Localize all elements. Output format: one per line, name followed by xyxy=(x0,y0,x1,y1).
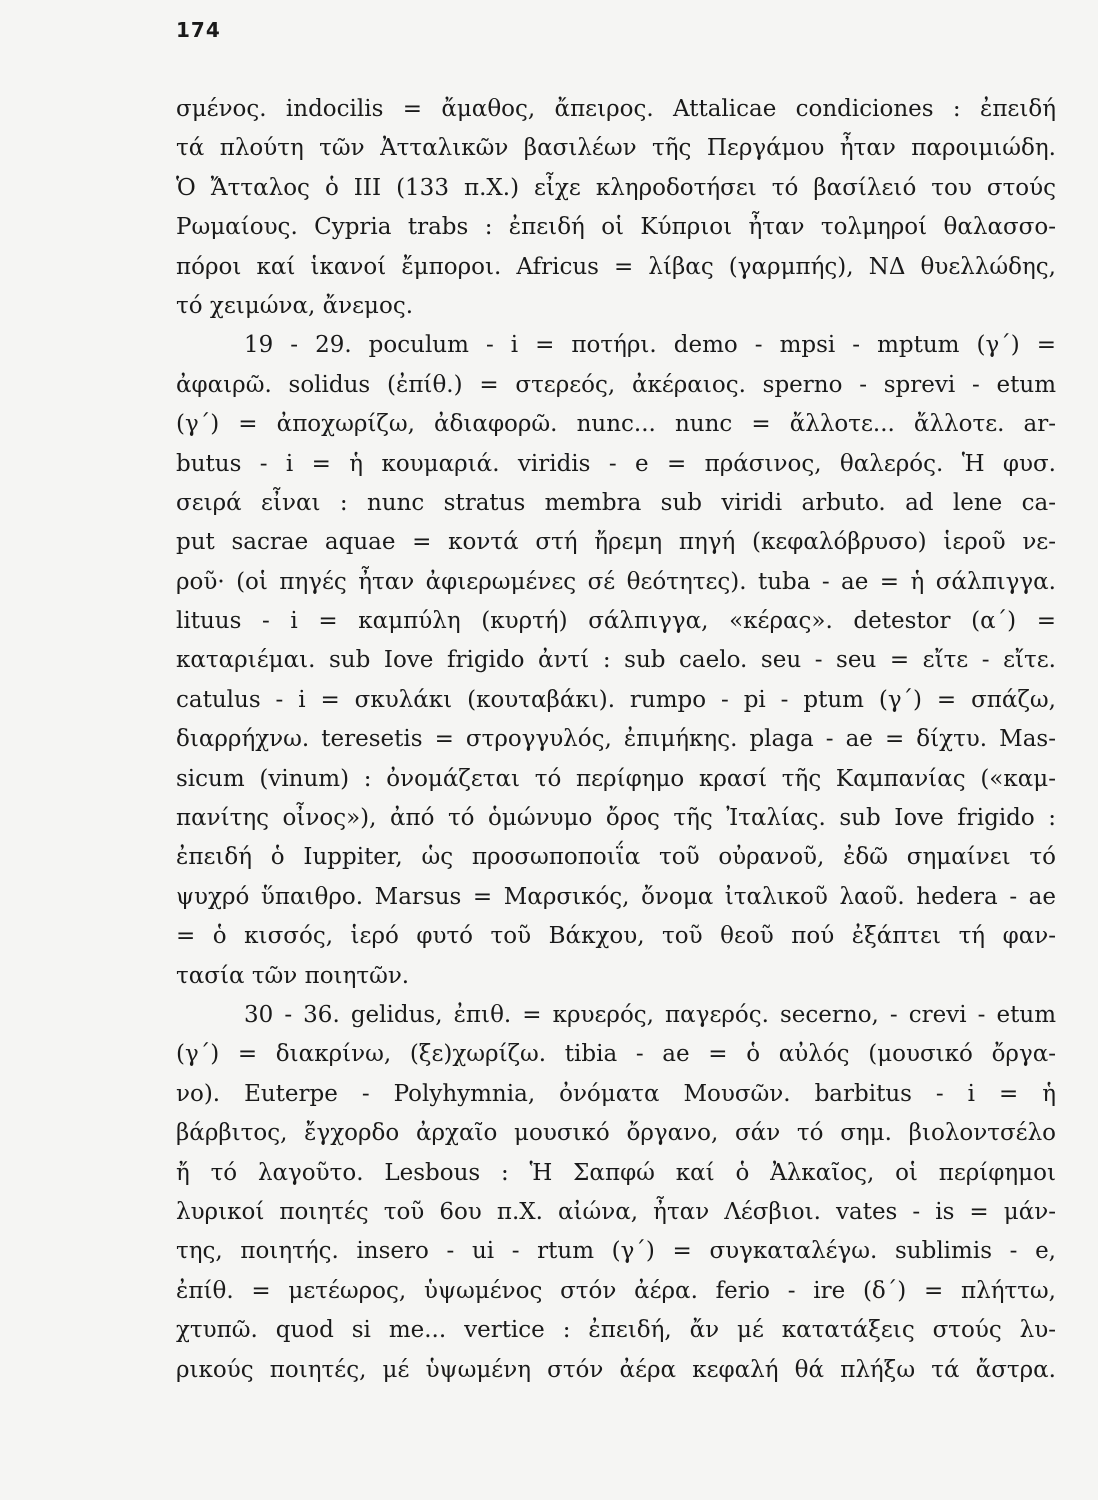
text-line: ρικούς ποιητές, μέ ὑψωμένη στόν ἀέρα κεφαλή θά πλήξω τά ἄστρα. xyxy=(176,1356,1056,1383)
text-line: ἀφαιρῶ. solidus (ἐπίθ.) = στερεός, ἀκέραιος. sperno - sprevi - etum xyxy=(176,371,1056,398)
page-number: 174 xyxy=(176,18,221,42)
text-line: της, ποιητής. insero - ui - rtum (γ΄) = συγκαταλέγω. sublimis - e, xyxy=(176,1238,1056,1265)
text-line: ψυχρό ὕπαιθρο. Marsus = Μαρσικός, ὄνομα ἰταλικοῦ λαοῦ. hedera - ae xyxy=(176,883,1056,910)
text-line: βάρβιτος, ἔγχορδο ἀρχαῖο μουσικό ὄργανο, σάν τό σημ. βιολοντσέλο xyxy=(176,1120,1056,1147)
text-line: λυρικοί ποιητές τοῦ 6ου π.Χ. αἰώνα, ἦταν Λέσβιοι. vates - is = μάν- xyxy=(176,1198,1056,1225)
text-line: = ὁ κισσός, ἱερό φυτό τοῦ Βάκχου, τοῦ θεοῦ πού ἐξάπτει τή φαν- xyxy=(176,923,1056,950)
text-line: πόροι καί ἱκανοί ἔμποροι. Africus = λίβας (γαρμπής), ΝΔ θυελλώδης, xyxy=(176,253,1056,280)
text-line: πανίτης οἶνος»), ἀπό τό ὁμώνυμο ὄρος τῆς Ἰταλίας. sub Iove frigido : xyxy=(176,805,1056,832)
text-line: τά πλούτη τῶν Ἀτταλικῶν βασιλέων τῆς Περγάμου ἦταν παροιμιώδη. xyxy=(176,135,1056,162)
commentary-text xyxy=(176,90,1056,1390)
text-line: put sacrae aquae = κοντά στή ἤρεμη πηγή (κεφαλόβρυσο) ἱεροῦ νε- xyxy=(176,529,1056,556)
text-line: lituus - i = καμπύλη (κυρτή) σάλπιγγα, «κέρας». detestor (α΄) = xyxy=(176,608,1056,635)
text-line: ἤ τό λαγοῦτο. Lesbous : Ἡ Σαπφώ καί ὁ Ἀλκαῖος, οἱ περίφημοι xyxy=(176,1159,1056,1186)
text-line: sicum (vinum) : ὀνομάζεται τό περίφημο κρασί τῆς Καμπανίας («καμ- xyxy=(176,765,1056,792)
text-line: σειρά εἶναι : nunc stratus membra sub viridi arbuto. ad lene ca- xyxy=(176,489,1056,516)
text-line: 19 - 29. poculum - i = ποτήρι. demo - mpsi - mptum (γ΄) = xyxy=(244,332,1056,359)
text-line: σμένος. indocilis = ἄμαθος, ἄπειρος. Attalicae condiciones : ἐπειδή xyxy=(176,96,1056,122)
text-line: διαρρήχνω. teresetis = στρογγυλός, ἐπιμήκης. plaga - ae = δίχτυ. Mas- xyxy=(176,726,1056,753)
text-line: τό χειμώνα, ἄνεμος. xyxy=(176,292,414,319)
text-line: καταριέμαι. sub Iove frigido ἀντί : sub caelo. seu - seu = εἴτε - εἴτε. xyxy=(176,647,1056,674)
text-line: butus - i = ἡ κουμαριά. viridis - e = πράσινος, θαλερός. Ἡ φυσ. xyxy=(176,450,1056,477)
text-line: χτυπῶ. quod si me... vertice : ἐπειδή, ἄν μέ κατατάξεις στούς λυ- xyxy=(176,1317,1056,1344)
text-line: (γ΄) = διακρίνω, (ξε)χωρίζω. tibia - ae = ὁ αὐλός (μουσικό ὄργα- xyxy=(176,1041,1056,1068)
text-line: catulus - i = σκυλάκι (κουταβάκι). rumpo - pi - ptum (γ΄) = σπάζω, xyxy=(176,686,1056,713)
text-line: νο). Euterpe - Polyhymnia, ὀνόματα Μουσῶν. barbitus - i = ἡ xyxy=(176,1080,1056,1107)
text-line: ἐπειδή ὁ Iuppiter, ὡς προσωποποιΐα τοῦ οὐρανοῦ, ἐδῶ σημαίνει τό xyxy=(176,844,1056,871)
text-line: 30 - 36. gelidus, ἐπιθ. = κρυερός, παγερός. secerno, - crevi - etum xyxy=(244,1001,1056,1028)
text-line: τασία τῶν ποιητῶν. xyxy=(176,962,410,989)
text-line: Ρωμαίους. Cypria trabs : ἐπειδή οἱ Κύπριοι ἦταν τολμηροί θαλασσο- xyxy=(176,214,1056,241)
text-line: ροῦ· (οἱ πηγές ἦταν ἀφιερωμένες σέ θεότητες). tuba - ae = ἡ σάλπιγγα. xyxy=(176,568,1056,595)
text-line: Ὁ Ἄτταλος ὁ ΙΙΙ (133 π.Χ.) εἶχε κληροδοτήσει τό βασίλειό του στούς xyxy=(176,174,1056,201)
text-line: (γ΄) = ἀποχωρίζω, ἀδιαφορῶ. nunc... nunc = ἄλλοτε... ἄλλοτε. ar- xyxy=(176,411,1056,438)
text-line: ἐπίθ. = μετέωρος, ὑψωμένος στόν ἀέρα. ferio - ire (δ΄) = πλήττω, xyxy=(176,1277,1056,1304)
